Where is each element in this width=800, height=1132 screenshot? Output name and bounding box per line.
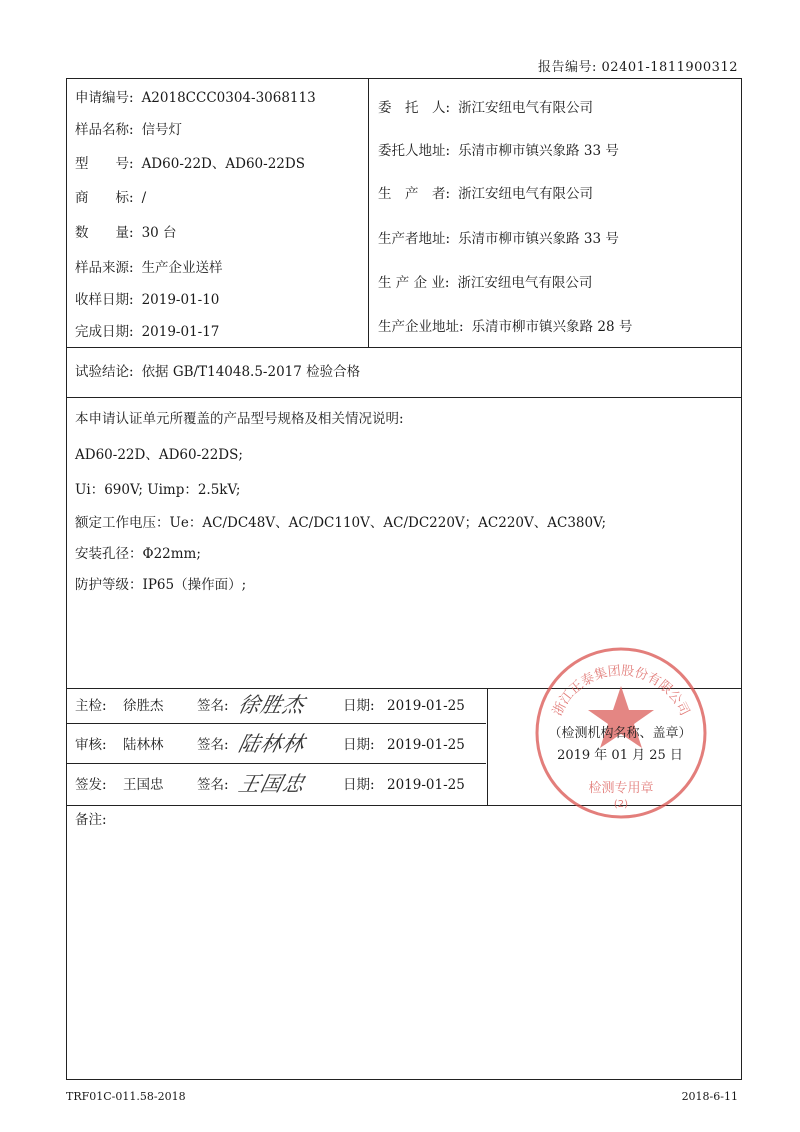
divider <box>67 723 486 724</box>
signature-date: 2019-01-25 <box>387 698 465 714</box>
footer-form-code: TRF01C-011.58-2018 <box>66 1090 186 1103</box>
test-conclusion: 试验结论: 依据 GB/T14048.5-2017 检验合格 <box>75 364 361 380</box>
right-info-0: 委 托 人: 浙江安纽电气有限公司 <box>378 100 594 116</box>
scope-line: 额定工作电压：Ue：AC/DC48V、AC/DC110V、AC/DC220V；AC220V、AC380V; <box>75 515 607 531</box>
scope-line: 安装孔径：Φ22mm; <box>75 546 201 562</box>
scope-title: 本申请认证单元所覆盖的产品型号规格及相关情况说明: <box>75 411 404 427</box>
left-info-0: 申请编号: A2018CCC0304-3068113 <box>75 90 316 106</box>
left-info-3: 商 标: / <box>75 190 147 206</box>
left-info-6: 收样日期: 2019-01-10 <box>75 292 220 308</box>
signature-divider <box>487 688 488 805</box>
date-label: 日期: <box>343 698 375 714</box>
seal-bottom-text: 检测专用章 <box>588 781 654 796</box>
stamp-caption: （检测机构名称、盖章） <box>548 726 692 741</box>
right-info-2: 生 产 者: 浙江安纽电气有限公司 <box>378 186 594 202</box>
right-info-1: 委托人地址: 乐清市柳市镇兴象路 33 号 <box>378 143 619 159</box>
scope-line: AD60-22D、AD60-22DS; <box>75 447 243 463</box>
info-divider <box>368 79 369 347</box>
date-label: 日期: <box>343 777 375 793</box>
left-info-4: 数 量: 30 台 <box>75 225 177 241</box>
divider <box>67 397 741 398</box>
right-info-5: 生产企业地址: 乐清市柳市镇兴象路 28 号 <box>378 319 633 335</box>
seal-text: 浙江正泰集团股份有限公司 <box>550 663 692 719</box>
report-number-value: 02401-1811900312 <box>601 60 738 75</box>
signature-name: 陆林林 <box>123 737 164 753</box>
divider <box>67 347 741 348</box>
divider <box>67 763 486 764</box>
right-info-4: 生 产 企 业: 浙江安纽电气有限公司 <box>378 275 593 291</box>
signature-date: 2019-01-25 <box>387 737 465 753</box>
left-info-2: 型 号: AD60-22D、AD60-22DS <box>75 156 305 172</box>
left-info-1: 样品名称: 信号灯 <box>75 122 183 138</box>
remarks-label: 备注: <box>75 812 107 828</box>
handwritten-signature: 徐胜杰 <box>236 693 308 717</box>
signature-role: 主检: <box>75 698 107 714</box>
footer-date: 2018-6-11 <box>681 1090 738 1103</box>
report-number <box>538 56 738 75</box>
handwritten-signature: 陆林林 <box>236 732 308 756</box>
scope-line: 防护等级：IP65（操作面）; <box>75 577 247 593</box>
handwritten-signature: 王国忠 <box>236 772 308 796</box>
signature-label: 签名: <box>197 698 229 714</box>
left-info-7: 完成日期: 2019-01-17 <box>75 324 220 340</box>
report-number-label: 报告编号: <box>538 60 597 75</box>
signature-role: 审核: <box>75 737 107 753</box>
scope-line: Ui：690V; Uimp：2.5kV; <box>75 482 241 498</box>
signature-label: 签名: <box>197 737 229 753</box>
left-info-5: 样品来源: 生产企业送样 <box>75 260 223 276</box>
stamp-date: 2019 年 01 月 25 日 <box>557 748 683 763</box>
right-info-3: 生产者地址: 乐清市柳市镇兴象路 33 号 <box>378 231 619 247</box>
date-label: 日期: <box>343 737 375 753</box>
signature-name: 徐胜杰 <box>123 698 164 714</box>
signature-name: 王国忠 <box>123 777 164 793</box>
signature-label: 签名: <box>197 777 229 793</box>
signature-date: 2019-01-25 <box>387 777 465 793</box>
stamp-caption-block <box>510 723 730 767</box>
report-form <box>66 78 742 1080</box>
signature-role: 签发: <box>75 777 107 793</box>
seal-number: (2) <box>613 799 629 810</box>
